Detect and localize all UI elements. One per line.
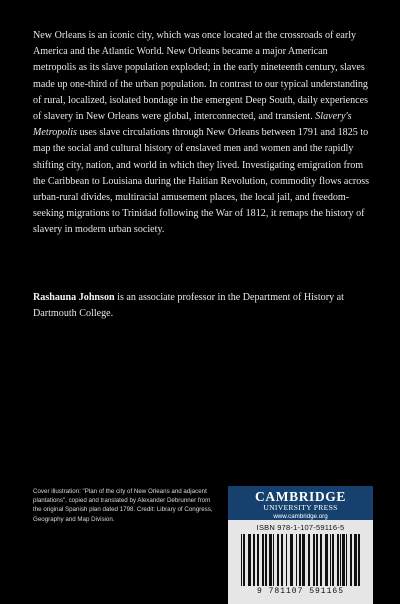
publisher-barcode-box (228, 486, 373, 604)
barcode-bar (332, 534, 334, 586)
barcode-bar (277, 534, 279, 586)
barcode-bar (290, 534, 293, 586)
barcode-bar (253, 534, 255, 586)
blurb-text-1: New Orleans is an iconic city, which was once located at the crossroads of early America and the Atlantic World. New Orleans became a major American metropolis as its slave population exploded; in the early nineteenth century, slaves made up one-third of the urban population. In contrast to our typical understanding of rural, localized, isolated bondage in the emergent Deep South, daily experiences of slavery in New Orleans were global, interconnected, and transient. (33, 30, 369, 123)
publisher-logo (228, 486, 373, 520)
barcode-icon (237, 534, 365, 586)
barcode-bar (257, 534, 259, 586)
barcode-bar (316, 534, 318, 586)
barcode-bar (342, 534, 345, 586)
barcode-bar (273, 534, 274, 586)
barcode-bar (299, 534, 301, 586)
barcode-bar (354, 534, 357, 586)
publisher-name: CAMBRIDGE (255, 489, 346, 504)
barcode-bar (346, 534, 347, 586)
isbn-label: ISBN 978-1-107-59116-5 (256, 523, 345, 532)
author-bio (33, 290, 373, 322)
barcode-bar (248, 534, 251, 586)
barcode-digits: 9 781107 591165 (256, 587, 344, 596)
book-title: Slavery's Metropolis (33, 111, 352, 139)
barcode-bar (243, 534, 245, 586)
barcode-bar (286, 534, 287, 586)
barcode-bar (313, 534, 315, 586)
back-cover-blurb (33, 28, 373, 239)
barcode-bar (262, 534, 264, 586)
publisher-subtitle: UNIVERSITY PRESS (263, 503, 338, 512)
author-bio-text: is an associate professor in the Department of History at Dartmouth College. (33, 292, 344, 320)
barcode-bar (330, 534, 331, 586)
barcode-bar (350, 534, 352, 586)
cover-credit: Cover illustration: "Plan of the city of New Orleans and adjacent plantations", copied and translated by Alexander Debrunner from the original Spanish plan dated 1798. Credit: Library of Congress, Geography and Map Division. (33, 488, 213, 523)
barcode-bar (358, 534, 360, 586)
barcode-bar (320, 534, 322, 586)
barcode-bar (265, 534, 267, 586)
barcode-bar (340, 534, 341, 586)
publisher-url: www.cambridge.org (273, 512, 328, 520)
barcode-bar (308, 534, 310, 586)
barcode-bar (325, 534, 328, 586)
barcode-bar (337, 534, 339, 586)
barcode-bar (269, 534, 272, 586)
barcode-bar (241, 534, 242, 586)
blurb-text-2: uses slave circulations through New Orleans between 1791 and 1825 to map the social and cultural history of enslaved men and women and the rapidly shifting city, nation, and world in which they lived. Investigating emigration from the Caribbean to Louisiana during the Haitian Revolution, commodity flows across urban-rural divides, multiracial amusement places, the local jail, and freedom-seeking migrations to Trinidad following the War of 1812, it remaps the history of slavery in modern urban society. (33, 127, 370, 236)
barcode-bar (302, 534, 305, 586)
author-name: Rashauna Johnson (33, 292, 115, 303)
barcode-bar (281, 534, 283, 586)
barcode-bar (296, 534, 297, 586)
